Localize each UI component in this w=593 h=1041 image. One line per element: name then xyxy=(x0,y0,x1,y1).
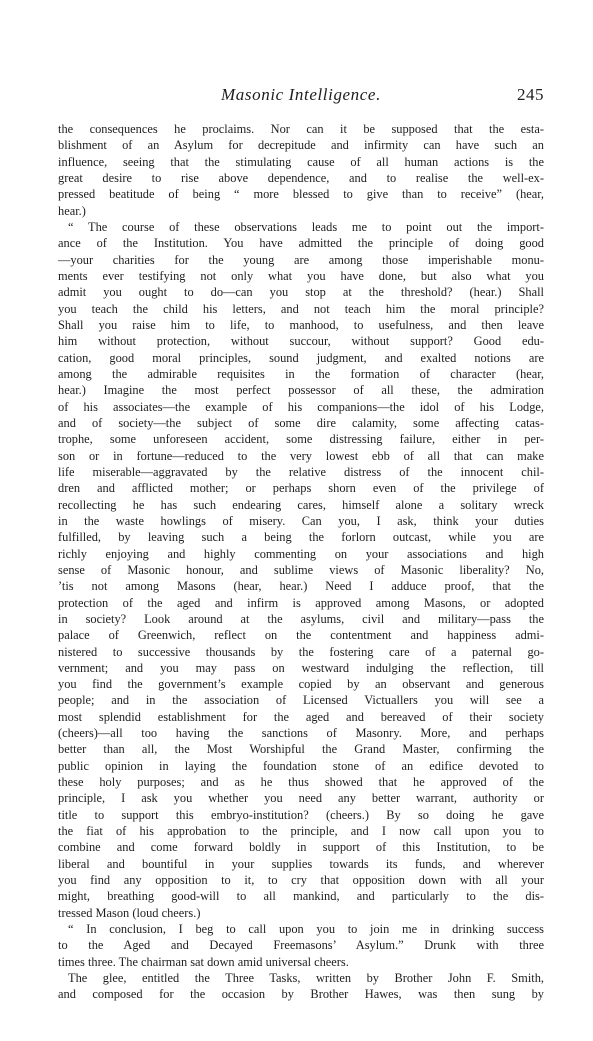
text-line: trophe, some unforeseen accident, some distressing failure, either in per- xyxy=(58,432,544,447)
text-line: admit you ought to do—can you stop at the threshold? (hear.) Shall xyxy=(58,285,544,300)
text-line: principle, I ask you whether you need any better warrant, authority or xyxy=(58,791,544,806)
text-line: richly enjoying and highly commenting on your associations and high xyxy=(58,546,544,561)
text-line: you find any opposition to it, to cry that opposition down with all your xyxy=(58,873,544,888)
text-line: protection of the aged and infirm is approved among Masons, or adopted xyxy=(58,595,544,610)
text-line: tressed Mason (loud cheers.) xyxy=(58,905,201,920)
text-line: title to support this embryo-institution? (cheers.) By so doing he gave xyxy=(58,807,544,822)
text-line: might, breathing good-will to all mankind, and particularly to the dis- xyxy=(58,889,544,904)
text-line: Shall you raise him to life, to manhood, to usefulness, and then leave xyxy=(58,317,544,332)
text-line: son or in fortune—reduced to the very lowest ebb of all that can make xyxy=(58,448,544,463)
text-line: combine and come forward boldly in support of this Institution, to be xyxy=(58,840,544,855)
text-line: times three. The chairman sat down amid universal cheers. xyxy=(58,954,349,969)
text-line: and composed for the occasion by Brother Hawes, was then sung by xyxy=(58,987,544,1002)
text-line: ments ever testifying not only what you have done, but also what you xyxy=(58,268,544,283)
text-line: the fiat of his approbation to the principle, and I now call upon you to xyxy=(58,824,544,839)
text-line: palace of Greenwich, reflect on the contentment and happiness admi- xyxy=(58,628,544,643)
text-line: to the Aged and Decayed Freemasons’ Asylum.” Drunk with three xyxy=(58,938,544,953)
text-line: you teach the child his letters, and not teach him the moral principle? xyxy=(58,301,544,316)
text-line: ance of the Institution. You have admitted the principle of doing good xyxy=(58,236,544,251)
text-line: —your charities for the young are among those imperishable monu- xyxy=(58,252,544,267)
text-line: (cheers)—all too having the sanctions of Masonry. More, and perhaps xyxy=(58,726,544,741)
running-head xyxy=(58,84,544,106)
body-text xyxy=(58,121,544,1003)
page-number: 245 xyxy=(517,85,544,104)
text-line: in the waste howlings of misery. Can you, I ask, think your duties xyxy=(58,513,544,528)
text-line: ’tis not among Masons (hear, hear.) Need I adduce proof, that the xyxy=(58,579,544,594)
text-line: among the admirable requisites in the formation of character (hear, xyxy=(58,366,544,381)
running-title: Masonic Intelligence. xyxy=(221,85,381,104)
text-line: cation, good moral principles, sound judgment, and exalted notions are xyxy=(58,350,544,365)
text-line: life miserable—aggravated by the relative distress of the innocent chil- xyxy=(58,464,544,479)
text-line: him without protection, without succour, without support? Good edu- xyxy=(58,334,544,349)
text-line: and of society—the subject of some dire calamity, some affecting catas- xyxy=(58,415,544,430)
text-line: better than all, the Most Worshipful the Grand Master, confirming the xyxy=(58,742,544,757)
text-line: people; and in the association of Licensed Victuallers you will see a xyxy=(58,693,544,708)
text-line: the consequences he proclaims. Nor can it be supposed that the esta- xyxy=(58,122,544,136)
text-line: sense of Masonic honour, and sublime views of Masonic liberality? No, xyxy=(58,562,544,577)
text-line: dren and afflicted mother; or perhaps shorn even of the privilege of xyxy=(58,481,544,496)
text-line: you find the government’s example copied by an observant and generous xyxy=(58,677,544,692)
text-line: in society? Look around at the asylums, civil and military—pass the xyxy=(58,611,544,626)
text-line: recollecting he has such endearing cares, himself alone a solitary wreck xyxy=(58,497,544,512)
text-line: of his associates—the example of his companions—the idol of his Lodge, xyxy=(58,399,544,414)
text-line: liberal and bountiful in your supplies towards its funds, and wherever xyxy=(58,856,544,871)
text-line: blishment of an Asylum for decrepitude and infirmity can have such an xyxy=(58,138,544,153)
text-line: hear.) Imagine the most perfect possessor of all these, the admiration xyxy=(58,383,544,398)
text-line: “ In conclusion, I beg to call upon you to join me in drinking success xyxy=(68,922,544,937)
text-line: “ The course of these observations leads me to point out the import- xyxy=(68,219,544,234)
text-line: these holy purposes; and as he thus showed that he approved of the xyxy=(58,775,544,790)
text-line: nistered to successive thousands by the fostering care of a paternal go- xyxy=(58,644,544,659)
text-line: pressed beatitude of being “ more blessed to give than to receive” (hear, xyxy=(58,187,544,202)
text-line: most splendid establishment for the aged and bereaved of their society xyxy=(58,709,544,724)
text-line: The glee, entitled the Three Tasks, written by Brother John F. Smith, xyxy=(68,971,544,986)
text-line: vernment; and you may pass on westward indulging the reflection, till xyxy=(58,660,544,675)
text-line: influence, seeing that the stimulating cause of all human actions is the xyxy=(58,154,544,169)
text-line: hear.) xyxy=(58,203,86,218)
text-line: fulfilled, by leaving such a being the forlorn outcast, while you are xyxy=(58,530,544,545)
text-line: public opinion in laying the foundation stone of an edifice devoted to xyxy=(58,758,544,773)
text-line: great desire to rise above dependence, and to realise the well-ex- xyxy=(58,170,544,185)
